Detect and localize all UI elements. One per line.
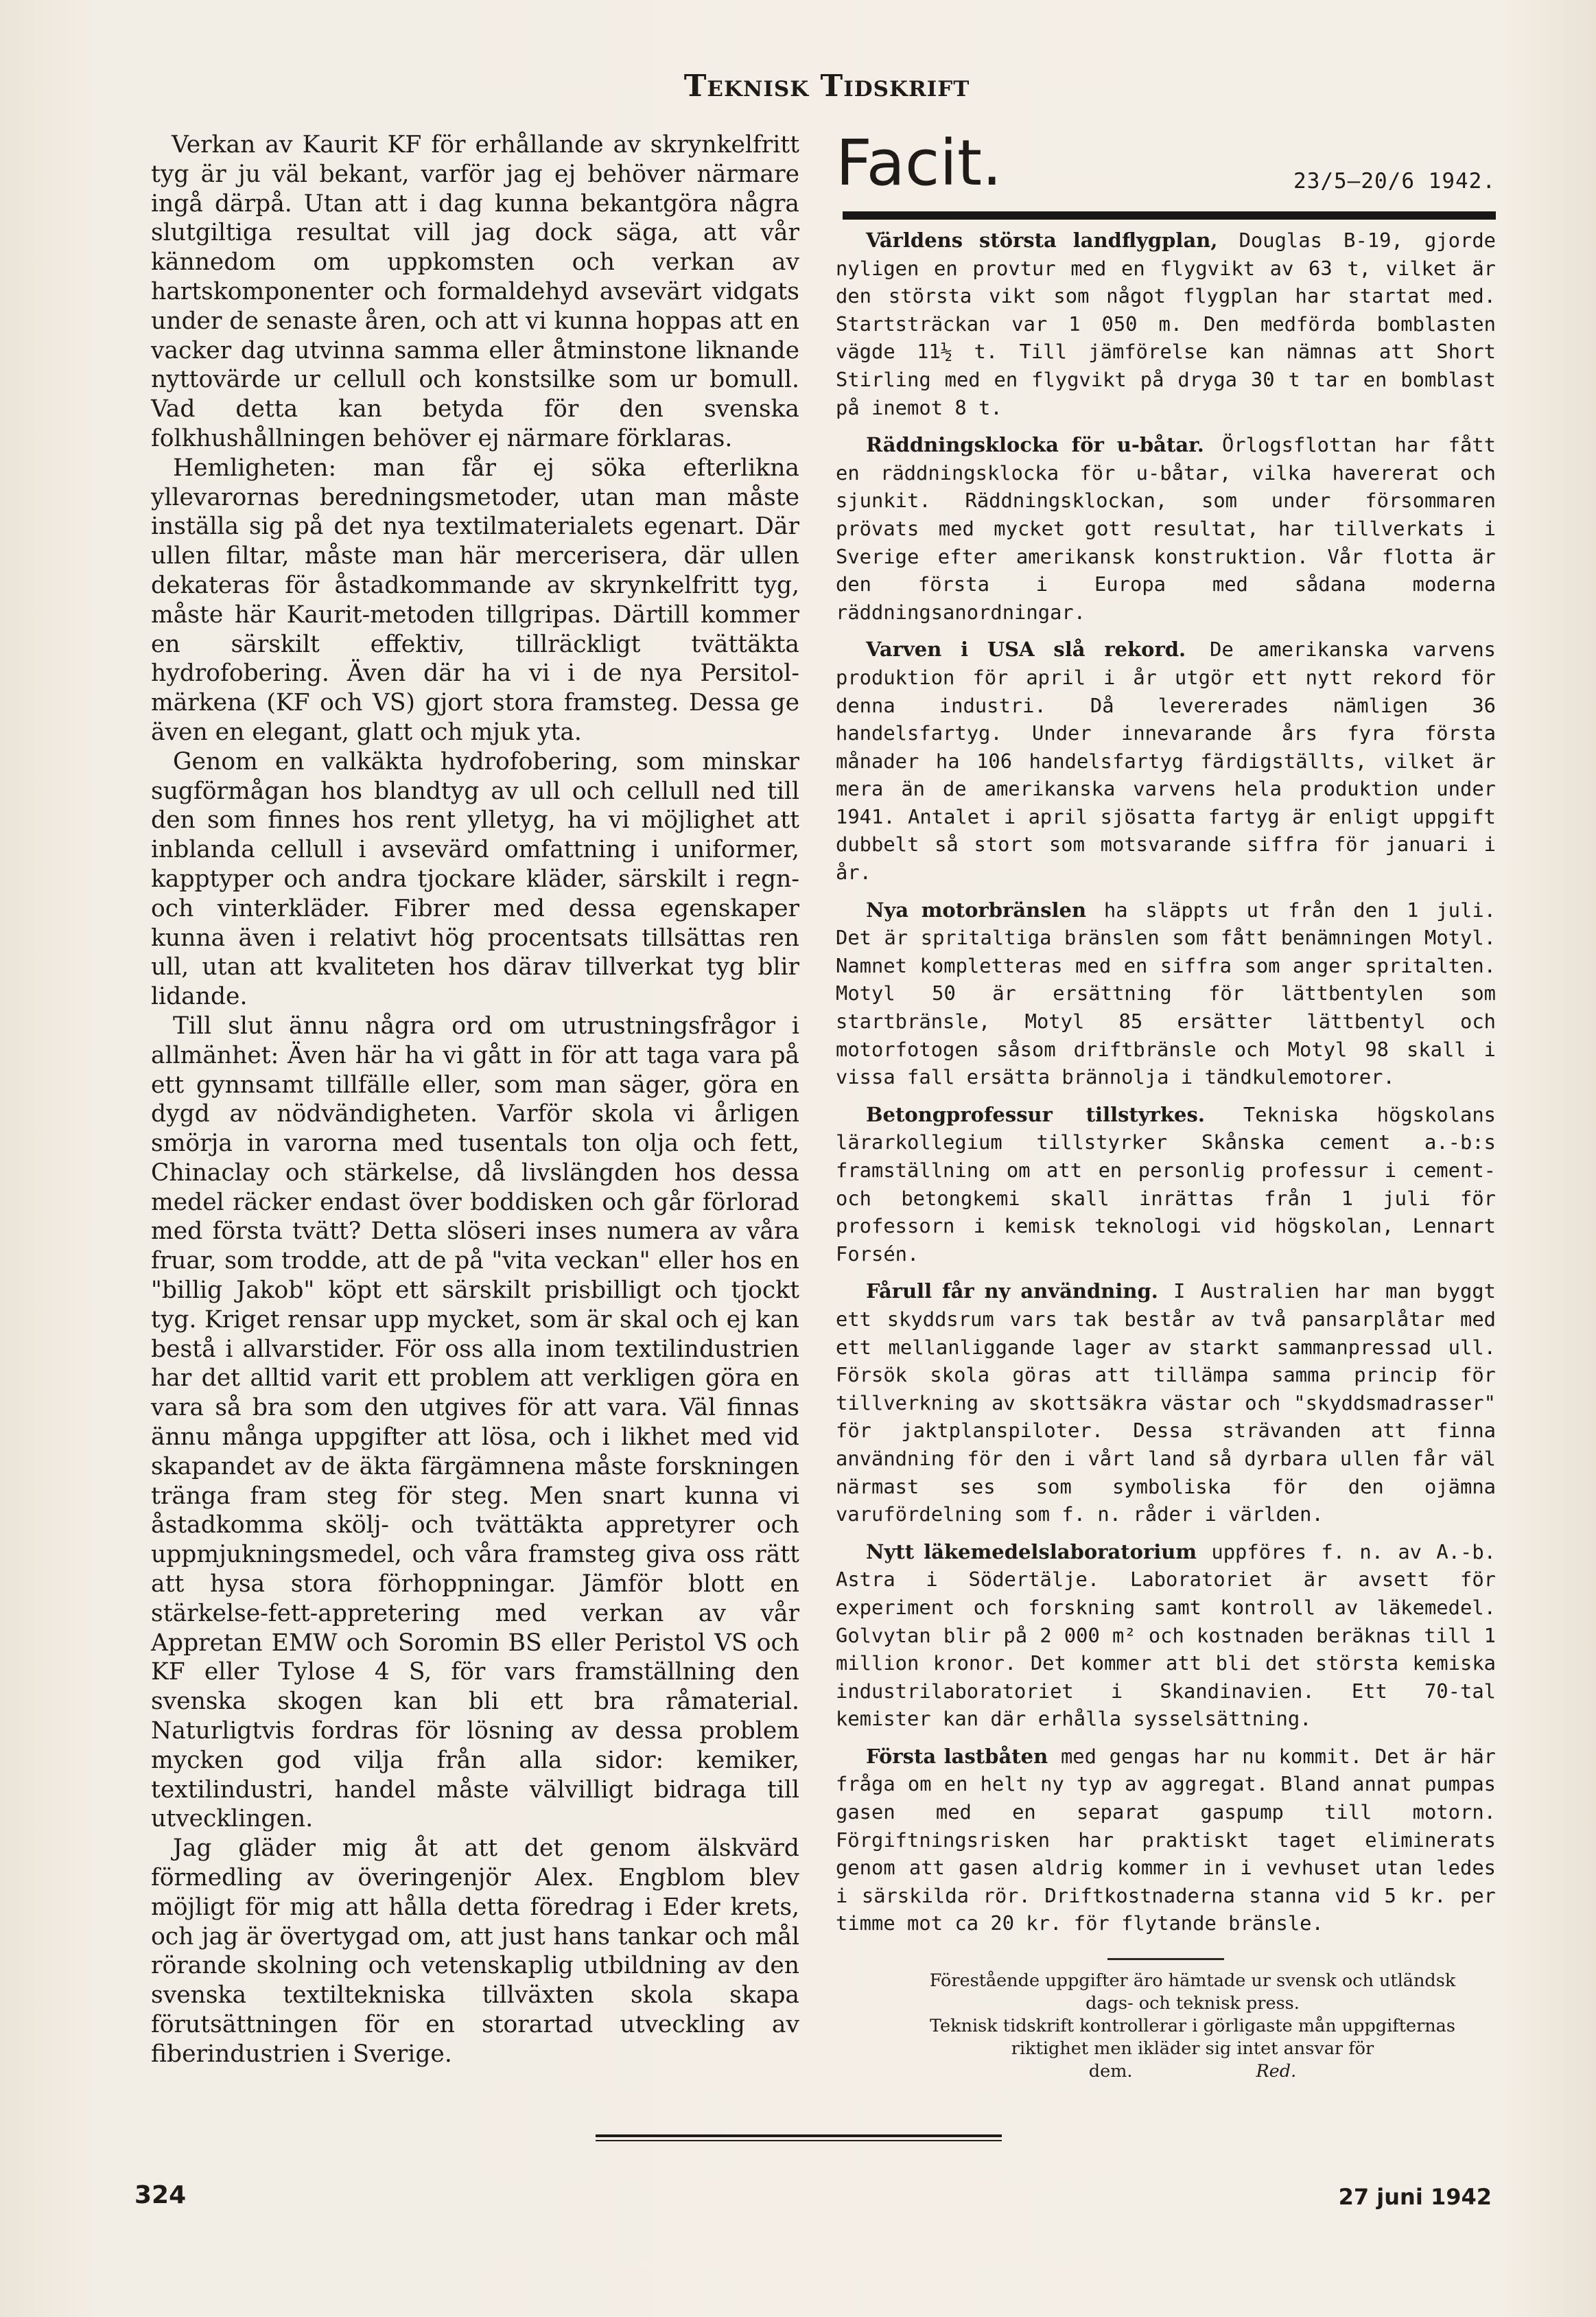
right-column: [836, 126, 1497, 2082]
news-heading: Världens största landflygplan,: [866, 229, 1218, 252]
news-heading: Nya motorbränslen: [866, 898, 1087, 922]
footnote-line-2: [911, 2015, 1474, 2083]
facit-title: Facit.: [836, 126, 1002, 200]
news-item: [836, 1101, 1496, 1268]
page-number: 324: [134, 2181, 187, 2209]
left-column: [151, 130, 799, 2069]
left-paragraph-4: Till slut ännu några ord om utrustningsfrågor i allmänhet: Även här ha vi gått in för att taga vara på ett gynnsamt tillfälle eller, som man säger, göra en dygd av nödvändigheten. Varför skola vi årligen smörja in varorna med tusentals ton olja och fett, Chinaclay och stärkelse, då livslängden hos dessa medel räcker endast över boddisken och går förlorad med första tvätt? Detta slöseri inses numera av våra fruar, som trodde, att de på "vita veckan" eller hos en "billig Jakob" köpt ett särskilt prisbilligt och tjockt tyg. Kriget rensar upp mycket, som är skal och ej kan bestå i allvarstider. För oss alla inom textilindustrien har det alltid varit ett problem att verkligen göra en vara så bra som den utgives för att vara. Väl finnas ännu många uppgifter att lösa, och i likhet med vid skapandet av de äkta färgämnena måste forskningen tränga fram steg för steg. Men snart kunna vi åstadkomma skölj- och tvättäkta appretyrer och uppmjukningsmedel, och våra framsteg giva oss rätt att hysa stora förhoppningar. Jämför blott en stärkelse-fett-appretering med verkan av vår Appretan EMW och Soromin BS eller Peristol VS och KF eller Tylose 4 S, för vars framställning den svenska skogen kan bli ett bra råmaterial. Naturligtvis fordras för lösning av dessa problem mycken god vilja från alla sidor: kemiker, textilindustri, handel måste välvilligt bidraga till utvecklingen.: [151, 1012, 799, 1833]
news-item: [836, 1538, 1496, 1733]
bottom-rule: [596, 2134, 1002, 2137]
editorial-footnote: [911, 1970, 1474, 2083]
news-item: [836, 431, 1496, 626]
masthead: Teknisk Tidskrift: [683, 69, 970, 104]
news-text: uppföres f. n. av A.-b. Astra i Södertälje. Laboratoriet är avsett för experiment och forskning samt kontroll av läkemedel. Golvytan blir på 2 000 m² och kostnaden beräknas till 1 million kronor. Det kommer att bli det största kemiska industrilaboratoriet i Skandinavien. Ett 70-tal kemister kan där erhålla sysselsättning.: [836, 1539, 1497, 1731]
footnote-line-2-text: Teknisk tidskrift kontrollerar i görligaste mån uppgifternas riktighet men ikläder sig intet ansvar för dem.: [930, 2016, 1455, 2082]
footnote-line-1: Förestående uppgifter äro hämtade ur svensk och utländsk dags- och teknisk press.: [929, 1970, 1456, 2014]
section-divider: [1107, 1958, 1224, 1960]
news-text: Örlogsflottan har fått en räddningsklocka för u-båtar, vilka havererat och sjunkit. Räddningsklockan, som under försommaren prövats med mycket gott resultat, har tillverkats i Sverige efter amerikansk konstruktion. Vår flotta är den första i Europa med sådana moderna räddningsanordningar.: [836, 433, 1496, 624]
news-text: Douglas B-19, gjorde nyligen en provtur med en flygvikt av 63 t, vilket är den största vikt som något flygplan har startat med. Startsträckan var 1 050 m. Den medförda bomblasten vägde 11½ t. Till jämförelse kan nämnas att Short Stirling med en flygvikt på dryga 30 t tar en bomblast på inemot 8 t.: [836, 229, 1496, 419]
news-heading: Varven i USA slå rekord.: [866, 638, 1186, 662]
news-heading: Första lastbåten: [866, 1744, 1048, 1768]
facit-heavy-rule: [843, 211, 1496, 220]
news-text: I Australien har man byggt ett skyddsrum vars tak består av två pansarplåtar med ett mellanliggande lager av starkt sammanpressad ull. Försök skola göras att tillämpa samma princip för tillverkning av skottsäkra västar och "skyddsmadrasser" för jaktplanspiloter. Dessa strävanden att finna användning för den i vårt land så dyrbara ullen får väl närmast ses som symboliska för den ojämna varufördelning som f. n. råder i världen.: [836, 1279, 1496, 1526]
news-text: ha släppts ut från den 1 juli. Det är spritaltiga bränslen som fått benämningen Motyl. Namnet kompletteras med en siffra som anger spritalten. Motyl 50 är ersättning för lättbentylen som startbränsle, Motyl 85 ersätter lättbentyl och motorfotogen såsom driftbränsle och Motyl 98 skall i vissa fall ersätta brännolja i tändkulemotorer.: [836, 898, 1496, 1089]
news-item: [836, 1743, 1496, 1937]
news-heading: Fårull får ny användning.: [866, 1279, 1158, 1303]
news-heading: Räddningsklocka för u-båtar.: [866, 433, 1204, 457]
news-item: [836, 636, 1496, 886]
news-list: [836, 226, 1496, 2083]
issue-date: 27 juni 1942: [1338, 2184, 1492, 2210]
left-paragraph-3: Genom en valkäkta hydrofobering, som minskar sugförmågan hos blandtyg av ull och cellull ned till den som finnes hos rent ylletyg, ha vi möjlighet att inblanda cellull i avsevärd omfattning i uniformer, kapptyper och andra tjockare kläder, särskilt i regn- och vinterkläder. Fibrer med dessa egenskaper kunna även i relativt hög procentsats tillsättas ren ull, utan att kvaliteten hos därav tillverkat tyg blir lidande.: [151, 747, 799, 1011]
news-item: [836, 226, 1496, 421]
news-text: med gengas har nu kommit. Det är här fråga om en helt ny typ av aggregat. Bland annat pumpas gasen med en separat gaspump till motorn. Förgiftningsrisken har praktiskt taget eliminerats genom att gasen aldrig kommer in i vevhuset utan ledes i särskilda rör. Driftkostnaderna stanna vid 5 kr. per timme mot ca 20 kr. för flytande bränsle.: [836, 1744, 1496, 1935]
footnote-signature: Red.: [1256, 2061, 1297, 2082]
left-paragraph-2: Hemligheten: man får ej söka efterlikna yllevarornas beredningsmetoder, utan man måste inställa sig på det nya textilmaterialets egenart. Där ullen filtar, måste man här mercerisera, där ullen dekateras för åstadkommande av skrynkelfritt tyg, måste här Kaurit-metoden tillgripas. Därtill kommer en särskilt effektiv, tillräckligt tvättäkta hydrofobering. Även där ha vi i de nya Persitol-märkena (KF och VS) gjort stora framsteg. Dessa ge även en elegant, glatt och mjuk yta.: [151, 454, 799, 746]
left-paragraph-1: Verkan av Kaurit KF för erhållande av skrynkelfritt tyg är ju väl bekant, varför jag ej behöver närmare ingå därpå. Utan att i dag kunna bekantgöra några slutgiltiga resultat vill jag dock säga, att vår kännedom om uppkomsten och verkan av hartskomponenter och formaldehyd avsevärt vidgats under de senaste åren, och att vi kunna hoppas att en vacker dag utvinna samma eller åtminstone liknande nyttovärde ur cellull och konstsilke som ur bomull. Vad detta kan betyda för den svenska folkhushållningen behöver ej närmare förklaras.: [151, 131, 799, 452]
news-text: De amerikanska varvens produktion för april i år utgör ett nytt rekord för denna industri. Då levererades nämligen 36 handelsfartyg. Under innevarande års fyra första månader ha 106 handelsfartyg färdigställts, vilket är mera än de amerikanska varvens hela produktion under 1941. Antalet i april sjösatta fartyg är enligt uppgift dubbelt så stort som motsvarande siffra för januari i år.: [836, 638, 1496, 885]
facit-date-range: 23/5—20/6 1942.: [1293, 169, 1496, 194]
news-item: [836, 1277, 1496, 1528]
news-item: [836, 896, 1496, 1091]
bottom-rule-thin: [596, 2140, 1002, 2141]
news-text: Tekniska högskolans lärarkollegium tillstyrker Skånska cement a.-b:s framställning om att en personlig professur i cement- och betongkemi skall inrättas från 1 juli för professorn i kemisk teknologi vid högskolan, Lennart Forsén.: [836, 1102, 1497, 1266]
news-heading: Betongprofessur tillstyrkes.: [866, 1102, 1205, 1126]
left-paragraph-5: Jag gläder mig åt att det genom älskvärd förmedling av överingenjör Alex. Engblom blev möjligt för mig att hålla detta föredrag i Eder krets, och jag är övertygad om, att just hans tankar och mål rörande skolning och vetenskaplig utbildning av den svenska textiltekniska tillväxten skola skapa förutsättningen för en storartad utveckling av fiberindustrien i Sverige.: [151, 1835, 799, 2068]
news-heading: Nytt läkemedelslaboratorium: [866, 1539, 1197, 1563]
